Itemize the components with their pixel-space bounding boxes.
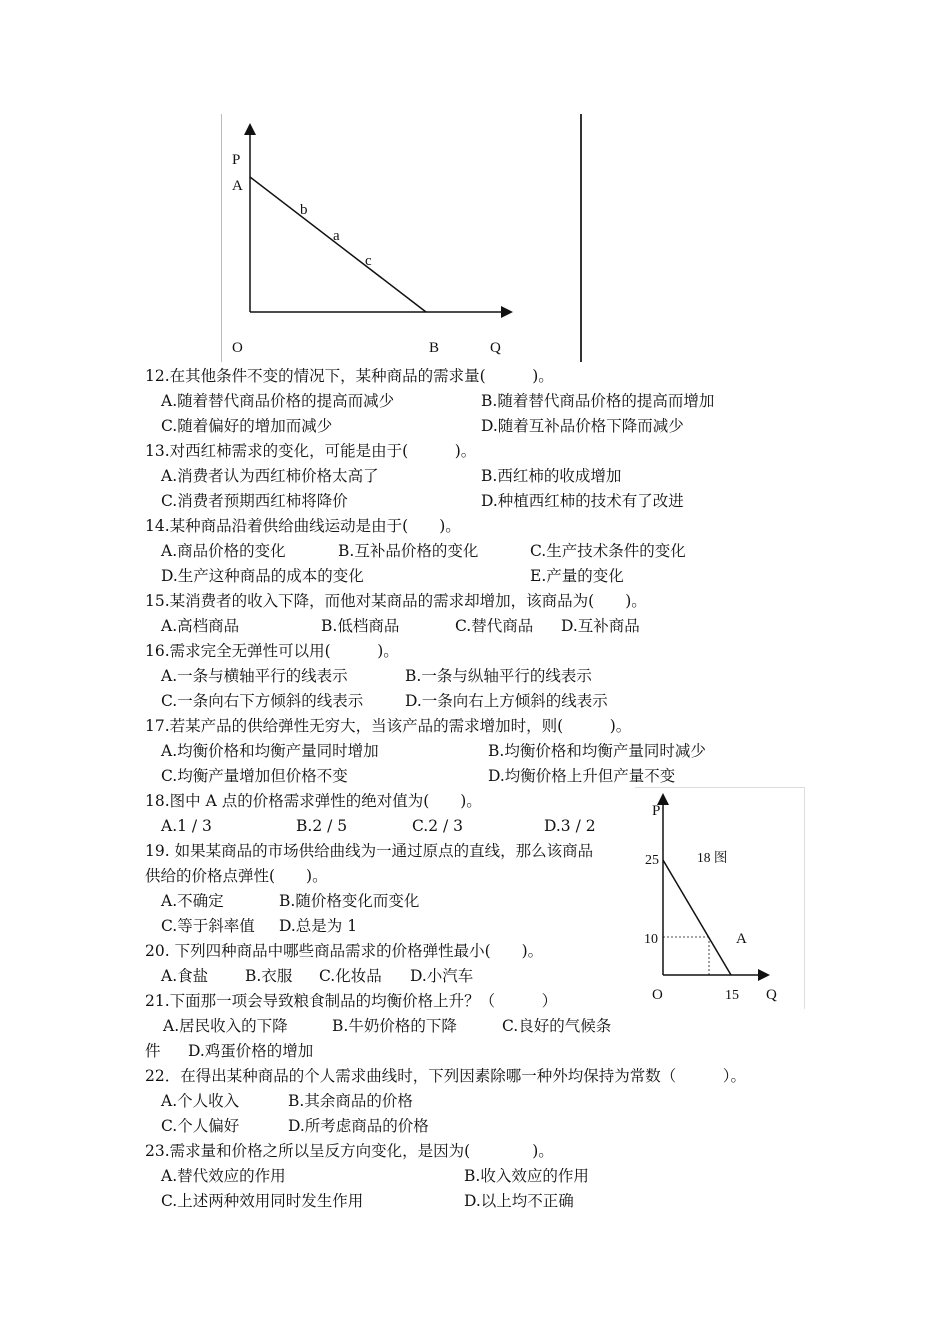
figure1-label-b-point: b [300,202,308,218]
question-22-option-d[interactable]: D.所考虑商品的价格 [288,1117,429,1135]
question-14-option-a[interactable]: A.商品价格的变化 [161,542,286,560]
question-19-option-a[interactable]: A.不确定 [161,892,224,910]
question-23-option-c[interactable]: C.上述两种效用同时发生作用 [161,1192,364,1210]
question-21-option-c-continued: 件 [145,1042,161,1060]
question-18-option-a[interactable]: A.1 / 3 [161,817,212,835]
question-19-option-b[interactable]: B.随价格变化而变化 [279,892,420,910]
figure2-tick-10: 10 [644,932,658,947]
figure1-right-border [580,114,582,362]
question-12-option-a[interactable]: A.随着替代商品价格的提高而减少 [161,392,395,410]
figure1-label-b: B [429,340,440,356]
question-23-stem: 23.需求量和价格之所以呈反方向变化，是因为( )。 [145,1142,554,1160]
question-19-stem: 19. 如果某商品的市场供给曲线为一通过原点的直线，那么该商品 [145,842,594,860]
question-15-stem: 15.某消费者的收入下降，而他对某商品的需求却增加，该商品为( )。 [145,592,647,610]
figure1-label-p: P [232,152,241,168]
figure2-top-border [635,787,805,788]
question-19-option-d[interactable]: D.总是为 1 [279,917,358,935]
figure1-label-a-point: a [333,228,340,244]
question-15-option-c[interactable]: C.替代商品 [455,617,534,635]
figure2-label-a: A [736,931,747,947]
question-20-option-d[interactable]: D.小汽车 [410,967,474,985]
question-15-option-b[interactable]: B.低档商品 [321,617,400,635]
question-21-option-b[interactable]: B.牛奶价格的下降 [332,1017,457,1035]
question-13-option-d[interactable]: D.种植西红柿的技术有了改进 [481,492,684,510]
question-16-option-a[interactable]: A.一条与横轴平行的线表示 [161,667,348,685]
question-21-option-c[interactable]: C.良好的气候条 [502,1017,612,1035]
question-21-option-a[interactable]: A.居民收入的下降 [163,1017,288,1035]
question-13-stem: 13.对西红柿需求的变化，可能是由于( )。 [145,442,477,460]
figure1-label-c-point: c [365,253,372,269]
figure1-demand-diagram [222,118,522,363]
question-13-option-a[interactable]: A.消费者认为西红柿价格太高了 [161,467,379,485]
figure2-title: 18 图 [697,850,728,865]
question-13-option-b[interactable]: B.西红柿的收成增加 [481,467,622,485]
question-15-option-a[interactable]: A.高档商品 [161,617,240,635]
figure1-label-o: O [232,340,243,356]
question-18-option-b[interactable]: B.2 / 5 [296,817,348,835]
question-20-option-b[interactable]: B.衣服 [245,967,293,985]
question-20-option-a[interactable]: A.食盐 [161,967,209,985]
question-23-option-a[interactable]: A.替代效应的作用 [161,1167,286,1185]
figure2-tick-15: 15 [725,988,739,1003]
question-12-option-d[interactable]: D.随着互补品价格下降而减少 [481,417,684,435]
figure2-elasticity-diagram [636,790,804,1008]
figure2-demand-line [663,860,731,975]
figure1-label-a: A [232,178,243,194]
question-17-option-c[interactable]: C.均衡产量增加但价格不变 [161,767,348,785]
question-16-stem: 16.需求完全无弹性可以用( )。 [145,642,399,660]
question-14-option-d[interactable]: D.生产这种商品的成本的变化 [161,567,364,585]
question-19-stem-continued: 供给的价格点弹性( )。 [145,867,328,885]
question-17-option-a[interactable]: A.均衡价格和均衡产量同时增加 [161,742,379,760]
question-18-option-d[interactable]: D.3 / 2 [544,817,596,835]
question-13-option-c[interactable]: C.消费者预期西红柿将降价 [161,492,348,510]
figure1-label-q: Q [490,340,501,356]
question-12-option-b[interactable]: B.随着替代商品价格的提高而增加 [481,392,715,410]
figure2-tick-25: 25 [645,853,659,868]
question-14-option-e[interactable]: E.产量的变化 [530,567,624,585]
question-17-option-b[interactable]: B.均衡价格和均衡产量同时减少 [488,742,706,760]
question-17-stem: 17.若某产品的供给弹性无穷大，当该产品的需求增加时，则( )。 [145,717,632,735]
figure1-demand-line [250,177,426,312]
question-20-option-c[interactable]: C.化妆品 [319,967,382,985]
figure2-label-q: Q [766,987,777,1003]
question-17-option-d[interactable]: D.均衡价格上升但产量不变 [488,767,676,785]
question-22-option-b[interactable]: B.其余商品的价格 [288,1092,413,1110]
question-18-stem: 18.图中 A 点的价格需求弹性的绝对值为( )。 [145,792,482,810]
question-19-option-c[interactable]: C.等于斜率值 [161,917,255,935]
question-18-option-c[interactable]: C.2 / 3 [412,817,464,835]
question-14-stem: 14.某种商品沿着供给曲线运动是由于( )。 [145,517,461,535]
question-14-option-b[interactable]: B.互补品价格的变化 [338,542,479,560]
question-16-option-b[interactable]: B.一条与纵轴平行的线表示 [405,667,592,685]
question-21-option-d[interactable]: D.鸡蛋价格的增加 [188,1042,314,1060]
figure2-right-border [804,787,805,1009]
figure2-label-o: O [652,987,663,1003]
question-22-option-a[interactable]: A.个人收入 [161,1092,240,1110]
question-16-option-d[interactable]: D.一条向右上方倾斜的线表示 [405,692,608,710]
question-12-option-c[interactable]: C.随着偏好的增加而减少 [161,417,333,435]
question-23-option-d[interactable]: D.以上均不正确 [464,1192,574,1210]
question-21-stem: 21.下面那一项会导致粮食制品的均衡价格上升？（ ） [145,992,558,1010]
question-22-option-c[interactable]: C.个人偏好 [161,1117,240,1135]
question-22-stem: 22．在得出某种商品的个人需求曲线时，下列因素除哪一种外均保持为常数（ ）。 [145,1067,746,1085]
question-16-option-c[interactable]: C.一条向右下方倾斜的线表示 [161,692,364,710]
question-12-stem: 12.在其他条件不变的情况下，某种商品的需求量( )。 [145,367,554,385]
question-23-option-b[interactable]: B.收入效应的作用 [464,1167,589,1185]
question-15-option-d[interactable]: D.互补商品 [561,617,640,635]
question-20-stem: 20. 下列四种商品中哪些商品需求的价格弹性最小( )。 [145,942,544,960]
figure2-label-p: P [652,803,661,819]
question-14-option-c[interactable]: C.生产技术条件的变化 [530,542,686,560]
